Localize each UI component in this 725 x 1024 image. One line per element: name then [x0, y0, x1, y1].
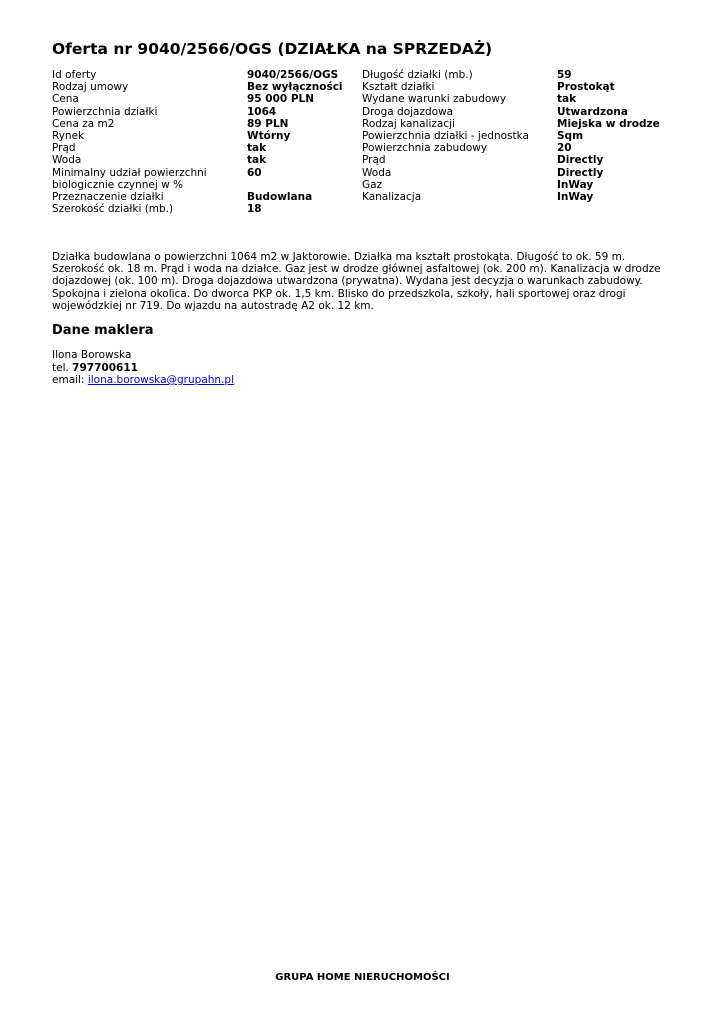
detail-value: Wtórny — [247, 130, 291, 142]
agent-contact — [52, 349, 234, 387]
detail-label: Kanalizacja — [362, 191, 422, 203]
agent-section-heading: Dane maklera — [52, 323, 154, 338]
detail-label: Id oferty — [52, 69, 97, 81]
detail-label: Kształt działki — [362, 81, 435, 94]
detail-label: Długość działki (mb.) — [362, 69, 473, 81]
detail-label: Powierzchnia zabudowy — [362, 142, 488, 155]
detail-value: Prostokąt — [557, 81, 615, 94]
detail-label: Szerokość działki (mb.) — [52, 203, 174, 216]
detail-label: Powierzchnia działki - jednostka — [362, 130, 529, 142]
detail-label: Cena za m2 — [52, 117, 115, 130]
agent-name: Ilona Borowska — [52, 349, 132, 361]
detail-value: 95 000 PLN — [247, 93, 315, 106]
offer-description: Działka budowlana o powierzchni 1064 m2 w Jaktorowie. Działka ma kształt prostokąta. Długość to ok. 59 m. Szerokość ok. 18 m. Prąd i woda na działce. Gaz jest w drodze głównej asfaltowej (ok. 200 m). Kanalizacja w drodze dojazdowej (ok. 100 m). Droga dojazdowa utwardzona (prywatna). Wydana jest decyzja o warunkach zabudowy. Spokojna i zielona okolica. Do dworca PKP ok. 1,5 km. Blisko do przedszkola, szkoły, hali sportowej oraz drogi wojewódzkiej nr 719. Do wjazdu na autostradę A2 ok. 12 km. — [52, 251, 661, 312]
detail-value: 1064 — [247, 105, 277, 118]
detail-value: Miejska w drodze — [557, 117, 660, 130]
detail-value: Budowlana — [247, 191, 313, 203]
detail-label: Cena — [52, 93, 79, 106]
detail-value: tak — [247, 154, 267, 167]
detail-label: Droga dojazdowa — [362, 105, 454, 118]
detail-value: 9040/2566/OGS — [247, 69, 339, 81]
detail-label: Powierzchnia działki — [52, 105, 158, 118]
detail-value: Sqm — [557, 130, 584, 142]
detail-value: Bez wyłączności — [247, 81, 343, 94]
detail-value: Directly — [557, 166, 604, 179]
phone-label: tel. — [52, 361, 73, 374]
agent-email-link[interactable]: ilona.borowska@grupahn.pl — [87, 374, 234, 386]
detail-value: 89 PLN — [247, 117, 289, 130]
detail-value: tak — [557, 93, 577, 106]
detail-value: 60 — [247, 166, 262, 179]
detail-value: tak — [247, 142, 267, 155]
detail-label: Woda — [52, 154, 82, 167]
detail-label: Przeznaczenie działki — [52, 191, 164, 203]
detail-label: Woda — [362, 166, 392, 179]
detail-value: 18 — [247, 203, 262, 216]
detail-label: Wydane warunki zabudowy — [362, 93, 507, 106]
detail-value: InWay — [557, 178, 594, 191]
detail-label: Gaz — [362, 178, 383, 191]
detail-label: Rynek — [52, 130, 85, 142]
detail-value: 20 — [557, 142, 572, 155]
footer-company: GRUPA HOME NIERUCHOMOŚCI — [275, 972, 450, 983]
agent-phone-line — [52, 362, 234, 375]
detail-value: Utwardzona — [557, 105, 628, 118]
detail-value: 59 — [557, 69, 572, 81]
email-label: email: — [52, 374, 88, 386]
detail-label: Prąd — [52, 142, 76, 155]
detail-label: Prąd — [362, 154, 386, 167]
detail-label: Rodzaj umowy — [52, 81, 129, 94]
detail-value: Directly — [557, 154, 604, 167]
agent-phone: 797700611 — [72, 361, 138, 374]
detail-label: Rodzaj kanalizacji — [362, 117, 455, 130]
detail-value: InWay — [557, 191, 594, 203]
detail-label: Minimalny udział powierzchni biologicznie czynnej w % — [52, 166, 207, 191]
offer-title: Oferta nr 9040/2566/OGS (DZIAŁKA na SPRZEDAŻ) — [52, 40, 493, 58]
agent-email-line — [52, 374, 234, 387]
